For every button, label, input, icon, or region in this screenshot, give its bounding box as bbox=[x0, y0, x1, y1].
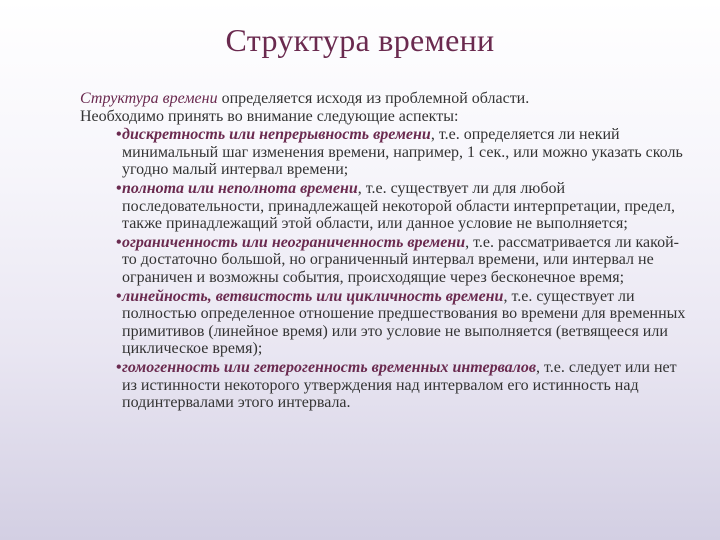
list-item bbox=[80, 180, 688, 233]
list-item-text: , т.е. существует ли полностью определенное отношение предшествования во времени для временных примитивов (линейное время) или это условие не выполняется (ветвящееся или циклическое время); bbox=[122, 287, 686, 358]
slide-title: Структура времени bbox=[225, 22, 495, 58]
intro-term: Структура времени bbox=[80, 90, 218, 107]
intro-line-2: Необходимо принять во внимание следующие аспекты: bbox=[80, 107, 459, 125]
list-item-text: , т.е. рассматривается ли какой-то достаточно большой, но ограниченный интервал времени, или интервал не ограничен и возможны события, происходящие через бесконечное время; bbox=[122, 233, 679, 286]
list-item-text: , т.е. следует или нет из истинности некоторого утверждения над интервалом его истинность над подинтервалами этого интервала. bbox=[122, 358, 677, 412]
list-item-term: дискретность или непрерывность времени bbox=[122, 126, 431, 144]
list-item-text: , т.е. определяется ли некий минимальный шаг изменения времени, например, 1 сек., или можно указать сколь угодно малый интервал времени; bbox=[122, 126, 683, 179]
intro-rest: определяется исходя из проблемной области. bbox=[217, 90, 530, 107]
list-item-term: ограниченность или неограниченность времени bbox=[122, 233, 466, 251]
bullet-icon: • bbox=[116, 126, 122, 144]
bullet-icon: • bbox=[116, 358, 122, 376]
list-item-text: , т.е. существует ли для любой последовательности, принадлежащей некоторой области интерпретации, предел, также принадлежащий этой области, или данное условие не выполняется; bbox=[122, 179, 676, 233]
list-item bbox=[80, 126, 688, 179]
bullet-icon: • bbox=[116, 233, 122, 251]
list-item-term: линейность, ветвистость или цикличность времени bbox=[122, 287, 504, 305]
intro-line-1 bbox=[80, 90, 688, 108]
list-item bbox=[80, 288, 688, 358]
slide-content bbox=[80, 90, 688, 412]
list-item bbox=[80, 359, 688, 412]
aspects-list bbox=[80, 126, 688, 412]
bullet-icon: • bbox=[116, 179, 122, 197]
bullet-icon: • bbox=[116, 287, 122, 305]
list-item bbox=[80, 234, 688, 287]
list-item-term: гомогенность или гетерогенность временных интервалов bbox=[122, 358, 536, 376]
list-item-term: полнота или неполнота времени bbox=[122, 179, 358, 197]
